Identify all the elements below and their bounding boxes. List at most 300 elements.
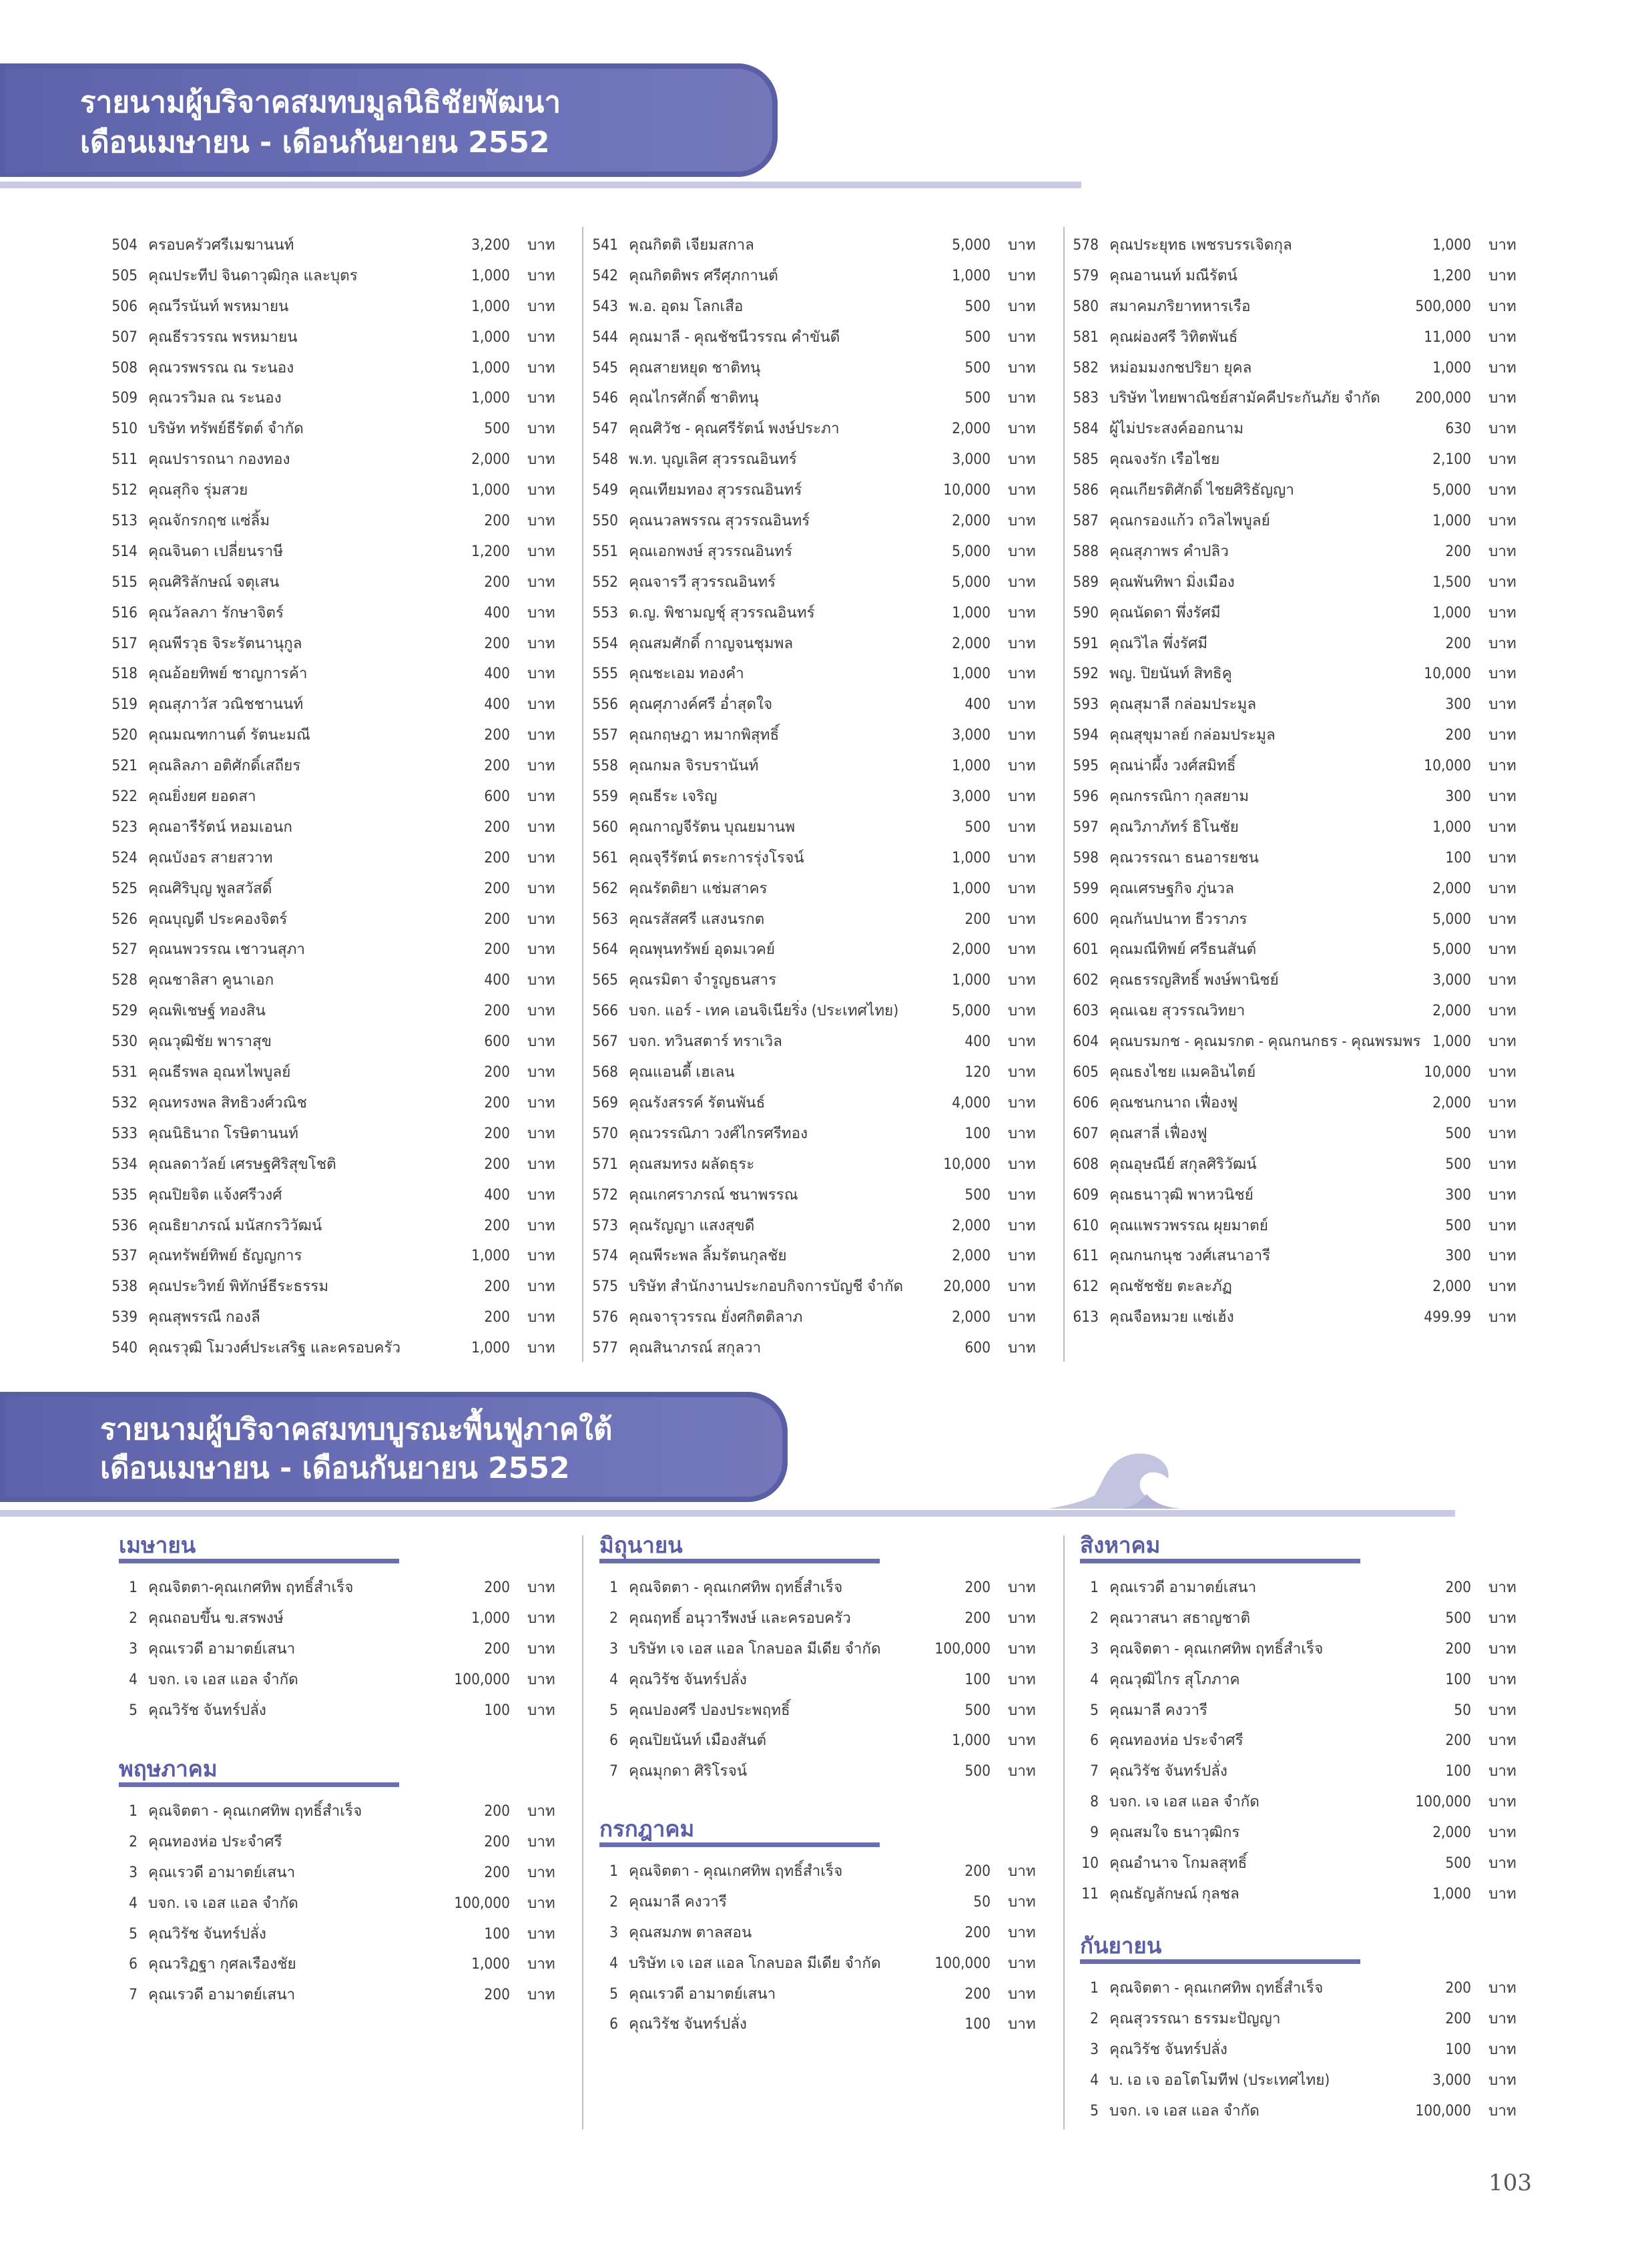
donor-number: 581 — [1073, 328, 1099, 346]
donor-name: คุณกนกนุช วงศ์เสนาอารี — [1109, 1247, 1271, 1265]
donor-row — [1068, 1665, 1529, 1696]
donor-name: คุณสุมาลี กล่อมประมูล — [1109, 696, 1257, 714]
donation-amount: 600 — [965, 1339, 991, 1357]
donor-number: 560 — [592, 818, 618, 836]
donor-row — [587, 751, 1048, 782]
currency-unit: บาท — [1008, 389, 1036, 407]
currency-unit: บาท — [527, 389, 555, 407]
donor-name: คุณสมใจ ธนาวุฒิกร — [1109, 1824, 1240, 1842]
donor-row — [587, 1211, 1048, 1242]
month-heading: เมษายน — [119, 1532, 196, 1558]
currency-unit: บาท — [527, 1216, 555, 1234]
donation-amount: 100 — [1445, 1762, 1471, 1780]
currency-unit: บาท — [527, 634, 555, 652]
donor-name: คุณสาลี่ เฟื่องฟู — [1109, 1124, 1207, 1142]
donor-row — [587, 1241, 1048, 1272]
currency-unit: บาท — [527, 236, 555, 254]
donor-number: 530 — [111, 1033, 137, 1051]
donor-row — [107, 445, 567, 475]
donor-name: คุณวิรัช จันทร์ปลั่ง — [1109, 1762, 1227, 1780]
donor-name: คุณเรวดี อามาตย์เสนา — [148, 1986, 296, 2004]
donor-number: 524 — [111, 848, 137, 866]
donor-row — [587, 935, 1048, 965]
currency-unit: บาท — [1488, 2009, 1517, 2027]
donor-number: 2 — [1090, 1609, 1099, 1627]
currency-unit: บาท — [1008, 1278, 1036, 1296]
currency-unit: บาท — [1008, 1985, 1036, 2003]
currency-unit: บาท — [1008, 328, 1036, 346]
donor-number: 563 — [592, 910, 618, 928]
currency-unit: บาท — [1008, 1216, 1036, 1234]
donor-row — [1068, 475, 1529, 506]
donor-row — [1068, 1150, 1529, 1180]
donor-name: บริษัท ไทยพาณิชย์สามัคคีประกันภัย จำกัด — [1109, 389, 1380, 407]
donor-name: คุณพีรวุธ จิระรัตนานุกูล — [148, 634, 302, 652]
donation-amount: 200 — [1445, 1732, 1471, 1750]
donation-amount: 400 — [484, 696, 510, 714]
currency-unit: บาท — [1488, 818, 1517, 836]
donor-name: คุณวิภาภัทร์ ธิโนชัย — [1109, 818, 1239, 836]
donation-amount: 500,000 — [1415, 297, 1471, 315]
donor-name: คุณวีรนันท์ พรหมายน — [148, 297, 289, 315]
currency-unit: บาท — [1488, 1732, 1517, 1750]
donor-name: คุณจงรัก เรือไชย — [1109, 451, 1220, 469]
donor-name: คุณไกรศักดิ์ ชาติทนุ — [629, 389, 759, 407]
donor-number: 2 — [1090, 2009, 1099, 2027]
currency-unit: บาท — [1008, 297, 1036, 315]
section1-title-line2: เดือนเมษายน - เดือนกันยายน 2552 — [80, 126, 550, 160]
currency-unit: บาท — [1008, 1033, 1036, 1051]
currency-unit: บาท — [527, 726, 555, 744]
donor-number: 599 — [1073, 879, 1099, 897]
currency-unit: บาท — [1488, 1824, 1517, 1842]
donor-number: 3 — [609, 1923, 618, 1941]
donation-amount: 1,000 — [471, 481, 510, 499]
donor-row — [107, 935, 567, 965]
donor-number: 518 — [111, 665, 137, 683]
donor-row — [587, 506, 1048, 537]
donor-row — [107, 598, 567, 629]
donor-name: ผู้ไม่ประสงค์ออกนาม — [1109, 420, 1244, 438]
donor-name: คุณพิเชษฐ์ ทองสิน — [148, 1002, 266, 1020]
donor-name: คุณกิตติ เจียมสกาล — [629, 236, 754, 254]
currency-unit: บาท — [527, 481, 555, 499]
donor-row — [107, 1827, 567, 1858]
donor-name: บจก. ทวินสตาร์ ทราเวิล — [629, 1033, 782, 1051]
donor-number: 612 — [1073, 1278, 1099, 1296]
currency-unit: บาท — [527, 1802, 555, 1820]
donor-number: 564 — [592, 941, 618, 959]
donation-amount: 5,000 — [952, 1002, 991, 1020]
donation-amount: 200 — [484, 1155, 510, 1173]
donor-name: คุณเรวดี อามาตย์เสนา — [629, 1985, 776, 2003]
donor-name: พ.ท. บุญเลิศ สุวรรณอินทร์ — [629, 451, 797, 469]
donor-name: คุณวุฒิชัย พาราสุข — [148, 1033, 272, 1051]
donor-row — [107, 353, 567, 384]
donor-name: คุณชะเอม ทองคำ — [629, 665, 744, 683]
donor-name: คุณรมิตา จำรูญธนสาร — [629, 971, 777, 989]
donation-amount: 1,000 — [1432, 818, 1471, 836]
donor-name: พ.อ. อุดม โลกเสือ — [629, 297, 744, 315]
donor-number: 558 — [592, 757, 618, 775]
currency-unit: บาท — [527, 1832, 555, 1850]
donor-number: 593 — [1073, 696, 1099, 714]
donor-name: คุณประยุทธ เพชรบรรเจิดกุล — [1109, 236, 1292, 254]
currency-unit: บาท — [527, 1063, 555, 1081]
donor-number: 10 — [1081, 1854, 1099, 1872]
donor-row — [107, 1889, 567, 1919]
currency-unit: บาท — [1008, 696, 1036, 714]
donation-amount: 200 — [484, 757, 510, 775]
donor-name: คุณจือหมวย แซ่เฮ้ง — [1109, 1308, 1234, 1326]
donor-row — [587, 874, 1048, 905]
currency-unit: บาท — [1488, 788, 1517, 806]
currency-unit: บาท — [1488, 328, 1517, 346]
donor-number: 601 — [1073, 941, 1099, 959]
donor-row — [1068, 1756, 1529, 1787]
donor-name: คุณนวลพรรณ สุวรรณอินทร์ — [629, 512, 810, 530]
donor-number: 516 — [111, 603, 137, 621]
month-heading-underline — [599, 1842, 880, 1847]
donor-name: คุณสายหยุด ชาติทนุ — [629, 358, 761, 377]
donor-number: 537 — [111, 1247, 137, 1265]
donor-number: 610 — [1073, 1216, 1099, 1234]
donation-amount: 100,000 — [454, 1894, 510, 1912]
currency-unit: บาท — [527, 1640, 555, 1658]
donor-row — [587, 2009, 1048, 2040]
currency-unit: บาท — [1488, 848, 1517, 866]
donor-number: 561 — [592, 848, 618, 866]
donor-row — [107, 1272, 567, 1302]
donation-amount: 1,000 — [1432, 512, 1471, 530]
currency-unit: บาท — [527, 1033, 555, 1051]
donor-number: 1 — [609, 1579, 618, 1596]
donor-name: คุณวิไล พึ่งรัศมี — [1109, 634, 1208, 652]
donor-row — [587, 1088, 1048, 1119]
donor-row — [107, 1302, 567, 1333]
donor-name: คุณนัดดา พึ่งรัศมี — [1109, 603, 1221, 621]
section1-underline — [0, 182, 1081, 188]
donation-amount: 200 — [484, 573, 510, 591]
donor-number: 506 — [111, 297, 137, 315]
donation-amount: 300 — [1445, 788, 1471, 806]
currency-unit: บาท — [527, 358, 555, 377]
donor-row — [107, 537, 567, 567]
donor-number: 7 — [129, 1986, 137, 2004]
donation-amount: 500 — [965, 297, 991, 315]
donation-amount: 2,100 — [1432, 451, 1471, 469]
donor-row — [587, 1150, 1048, 1180]
currency-unit: บาท — [1488, 542, 1517, 560]
currency-unit: บาท — [1488, 1155, 1517, 1173]
donor-number: 562 — [592, 879, 618, 897]
currency-unit: บาท — [1008, 573, 1036, 591]
donor-name: บริษัท เจ เอส แอล โกลบอล มีเดีย จำกัด — [629, 1954, 881, 1972]
currency-unit: บาท — [527, 542, 555, 560]
donor-name: คุณอุษณีย์ สกุลศิริวัฒน์ — [1109, 1155, 1257, 1173]
donor-row — [1068, 2035, 1529, 2065]
donor-row — [1068, 1818, 1529, 1848]
donor-row — [587, 1696, 1048, 1726]
donor-row — [1068, 843, 1529, 874]
donor-name: คุณจิตตา - คุณเกศทิพ ฤทธิ์สำเร็จ — [148, 1802, 362, 1820]
donation-amount: 400 — [484, 971, 510, 989]
donor-row — [107, 690, 567, 720]
donor-row — [1068, 292, 1529, 322]
donor-number: 532 — [111, 1093, 137, 1111]
donation-amount: 600 — [484, 788, 510, 806]
donor-number: 565 — [592, 971, 618, 989]
donation-amount: 2,000 — [952, 420, 991, 438]
donation-amount: 200 — [484, 879, 510, 897]
section2-title-line1: รายนามผู้บริจาคสมทบบูรณะพื้นฟูภาคใต้ — [100, 1413, 613, 1447]
donation-amount: 1,500 — [1432, 573, 1471, 591]
donor-number: 582 — [1073, 358, 1099, 377]
donor-number: 505 — [111, 266, 137, 284]
currency-unit: บาท — [527, 297, 555, 315]
donor-number: 2 — [129, 1609, 137, 1627]
donor-row — [1068, 629, 1529, 660]
donation-amount: 200 — [484, 1308, 510, 1326]
currency-unit: บาท — [1488, 1063, 1517, 1081]
donor-number: 549 — [592, 481, 618, 499]
donor-row — [1068, 261, 1529, 292]
donor-row — [587, 445, 1048, 475]
currency-unit: บาท — [527, 451, 555, 469]
donor-name: คุณศิริบุญ พูลสวัสดิ์ — [148, 879, 272, 897]
donor-row — [1068, 965, 1529, 996]
donor-row — [1068, 1848, 1529, 1879]
currency-unit: บาท — [527, 1339, 555, 1357]
currency-unit: บาท — [1008, 481, 1036, 499]
donor-name: คุณจิตตา - คุณเกศทิพ ฤทธิ์สำเร็จ — [629, 1862, 843, 1880]
donation-amount: 400 — [484, 665, 510, 683]
donor-row — [107, 905, 567, 935]
donation-amount: 100,000 — [934, 1954, 991, 1972]
donation-amount: 2,000 — [952, 512, 991, 530]
donation-amount: 1,000 — [471, 358, 510, 377]
donor-row — [107, 996, 567, 1027]
donor-row — [1068, 1302, 1529, 1333]
donation-amount: 500 — [965, 1762, 991, 1780]
currency-unit: บาท — [1488, 1609, 1517, 1627]
donation-amount: 1,000 — [471, 1247, 510, 1265]
donor-name: คุณวิรัช จันทร์ปลั่ง — [148, 1701, 266, 1719]
donor-name: คุณวรรณิภา วงศ์ไกรศรีทอง — [629, 1124, 808, 1142]
donor-number: 575 — [592, 1278, 618, 1296]
donor-number: 1 — [129, 1802, 137, 1820]
currency-unit: บาท — [527, 512, 555, 530]
donation-amount: 3,000 — [952, 451, 991, 469]
donor-name: คุณจิตตา - คุณเกศทิพ ฤทธิ์สำเร็จ — [1109, 1640, 1324, 1658]
donor-name: คุณสุภาพร คำปลิว — [1109, 542, 1229, 560]
donation-amount: 200 — [484, 1124, 510, 1142]
donor-row — [107, 1665, 567, 1696]
donor-name: บ. เอ เจ ออโตโมทีฟ (ประเทศไทย) — [1109, 2071, 1330, 2089]
donor-row — [107, 1919, 567, 1950]
donation-amount: 2,000 — [952, 1308, 991, 1326]
donation-amount: 2,000 — [471, 451, 510, 469]
donor-number: 557 — [592, 726, 618, 744]
section2-title-line2: เดือนเมษายน - เดือนกันยายน 2552 — [100, 1451, 570, 1485]
donation-amount: 5,000 — [952, 573, 991, 591]
currency-unit: บาท — [527, 1278, 555, 1296]
donor-number: 604 — [1073, 1033, 1099, 1051]
currency-unit: บาท — [1488, 481, 1517, 499]
donor-row — [587, 1180, 1048, 1211]
currency-unit: บาท — [1488, 941, 1517, 959]
donor-row — [587, 1979, 1048, 2010]
donation-amount: 1,000 — [471, 1339, 510, 1357]
donation-amount: 2,000 — [952, 1247, 991, 1265]
currency-unit: บาท — [1008, 1308, 1036, 1326]
donor-name: คุณยิ่งยศ ยอดสา — [148, 788, 256, 806]
donor-row — [1068, 874, 1529, 905]
donor-row — [587, 1634, 1048, 1665]
donor-number: 6 — [609, 2015, 618, 2033]
section1-title-line1: รายนามผู้บริจาคสมทบมูลนิธิชัยพัฒนา — [80, 85, 561, 119]
donor-name: คุณน่าผึ้ง วงศ์สมิทธิ์ — [1109, 757, 1236, 775]
donor-name: คุณเฉย สุวรรณวิทยา — [1109, 1002, 1246, 1020]
donor-name: คุณรังสรรค์ รัตนพันธ์ — [629, 1093, 766, 1111]
currency-unit: บาท — [527, 818, 555, 836]
donor-row — [587, 383, 1048, 414]
currency-unit: บาท — [527, 1894, 555, 1912]
donor-row — [1068, 1603, 1529, 1634]
donor-name: คุณกิตติพร ศรีศุภกานต์ — [629, 266, 778, 284]
donor-row — [107, 812, 567, 843]
donor-number: 554 — [592, 634, 618, 652]
donor-number: 510 — [111, 420, 137, 438]
donor-row — [107, 414, 567, 445]
donation-amount: 100 — [484, 1925, 510, 1943]
donor-row — [587, 720, 1048, 751]
donation-amount: 200 — [965, 1609, 991, 1627]
currency-unit: บาท — [1008, 726, 1036, 744]
donor-number: 576 — [592, 1308, 618, 1326]
currency-unit: บาท — [1488, 1278, 1517, 1296]
donor-row — [107, 506, 567, 537]
donor-number: 559 — [592, 788, 618, 806]
month-block-july — [587, 1816, 1048, 2040]
donation-amount: 200 — [484, 1093, 510, 1111]
donor-row — [1068, 996, 1529, 1027]
donor-row — [1068, 812, 1529, 843]
currency-unit: บาท — [527, 1579, 555, 1596]
donor-row — [1068, 414, 1529, 445]
donor-row — [107, 1150, 567, 1180]
donor-name: คุณสินาภรณ์ สกุลวา — [629, 1339, 762, 1357]
donor-number: 533 — [111, 1124, 137, 1142]
currency-unit: บาท — [1488, 726, 1517, 744]
donation-amount: 200 — [1445, 1579, 1471, 1596]
donor-number: 540 — [111, 1339, 137, 1357]
donation-amount: 200 — [965, 1923, 991, 1941]
donor-row — [107, 567, 567, 598]
donor-row — [1068, 445, 1529, 475]
donor-row — [587, 690, 1048, 720]
donor-number: 534 — [111, 1155, 137, 1173]
currency-unit: บาท — [1488, 1793, 1517, 1811]
donation-amount: 200 — [484, 1002, 510, 1020]
donation-amount: 500 — [1445, 1609, 1471, 1627]
currency-unit: บาท — [1008, 1640, 1036, 1658]
donor-number: 588 — [1073, 542, 1099, 560]
currency-unit: บาท — [1008, 941, 1036, 959]
donor-row — [1068, 537, 1529, 567]
donor-name: คุณจินดา เปลี่ยนราษี — [148, 542, 284, 560]
donation-amount: 1,000 — [471, 297, 510, 315]
donor-row — [587, 1887, 1048, 1918]
donation-amount: 100 — [484, 1701, 510, 1719]
donor-number: 1 — [1090, 1979, 1099, 1997]
donor-row — [107, 1980, 567, 2011]
donor-number: 536 — [111, 1216, 137, 1234]
donor-name: คุณสุกิจ รุ่มสวย — [148, 481, 248, 499]
donor-number: 519 — [111, 696, 137, 714]
currency-unit: บาท — [1008, 818, 1036, 836]
donor-row — [107, 1333, 567, 1364]
donor-row — [107, 874, 567, 905]
donor-number: 596 — [1073, 788, 1099, 806]
donation-amount: 1,000 — [1432, 603, 1471, 621]
currency-unit: บาท — [1008, 358, 1036, 377]
donation-amount: 200 — [1445, 542, 1471, 560]
currency-unit: บาท — [1008, 266, 1036, 284]
donation-amount: 100 — [1445, 848, 1471, 866]
month-heading-underline — [1080, 1559, 1360, 1563]
donor-name: คุณมุกดา ศิริโรจน์ — [629, 1762, 748, 1780]
donor-number: 594 — [1073, 726, 1099, 744]
donor-number: 3 — [129, 1640, 137, 1658]
donor-name: คุณกรองแก้ว ถวิลไพบูลย์ — [1109, 512, 1270, 530]
donor-row — [1068, 2065, 1529, 2096]
donor-row — [1068, 659, 1529, 690]
donor-name: คุณปรารถนา กองทอง — [148, 451, 290, 469]
donor-name: คุณจารวี สุวรรณอินทร์ — [629, 573, 776, 591]
currency-unit: บาท — [527, 971, 555, 989]
donor-number: 571 — [592, 1155, 618, 1173]
donor-name: บจก. เจ เอส แอล จำกัด — [148, 1894, 298, 1912]
donation-amount: 100 — [965, 1670, 991, 1688]
donor-number: 1 — [1090, 1579, 1099, 1596]
currency-unit: บาท — [1008, 848, 1036, 866]
donation-amount: 1,000 — [1432, 1033, 1471, 1051]
donor-row — [1068, 567, 1529, 598]
currency-unit: บาท — [1008, 879, 1036, 897]
donation-amount: 100,000 — [1415, 1793, 1471, 1811]
donor-number: 541 — [592, 236, 618, 254]
donor-number: 607 — [1073, 1124, 1099, 1142]
currency-unit: บาท — [527, 879, 555, 897]
donor-number: 583 — [1073, 389, 1099, 407]
currency-unit: บาท — [527, 1986, 555, 2004]
donation-amount: 200 — [965, 910, 991, 928]
donor-row — [1068, 1211, 1529, 1242]
donor-name: คุณเกศราภรณ์ ชนาพรรณ — [629, 1186, 798, 1204]
currency-unit: บาท — [1488, 879, 1517, 897]
donor-number: 600 — [1073, 910, 1099, 928]
donation-amount: 10,000 — [1424, 665, 1471, 683]
currency-unit: บาท — [1488, 1124, 1517, 1142]
donor-row — [107, 1057, 567, 1088]
donation-amount: 200 — [965, 1985, 991, 2003]
donor-number: 1 — [609, 1862, 618, 1880]
currency-unit: บาท — [1008, 1762, 1036, 1780]
currency-unit: บาท — [527, 603, 555, 621]
donor-number: 526 — [111, 910, 137, 928]
donor-name: คุณจุรีรัตน์ ตระการรุ่งโรจน์ — [629, 848, 804, 866]
